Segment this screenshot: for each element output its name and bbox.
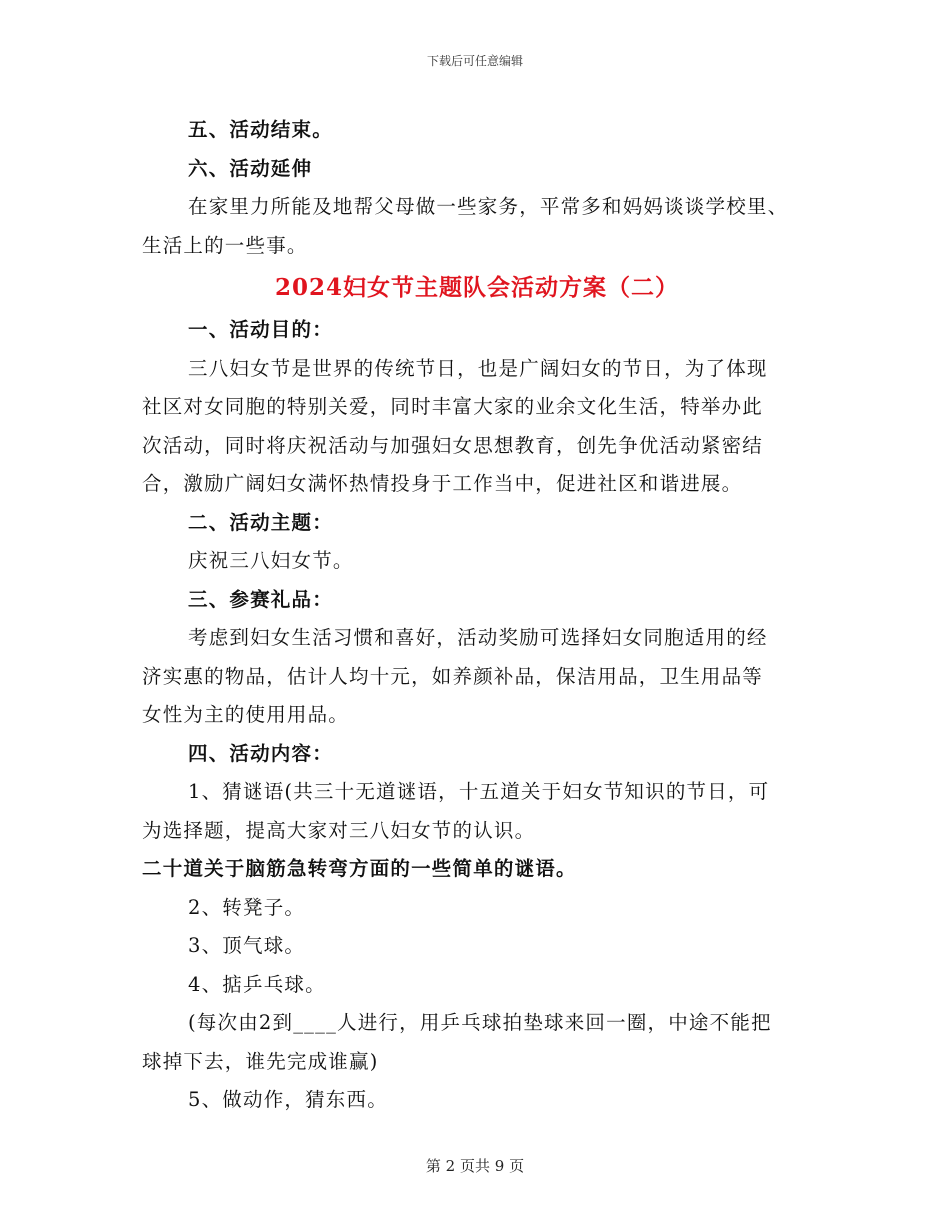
list-item: 5、做动作，猜东西。 (188, 1088, 388, 1111)
paragraph-line: 庆祝三八妇女节。 (188, 549, 354, 572)
section-heading: 四、活动内容： (188, 741, 333, 765)
page-header: 下载后可任意编辑 (426, 54, 523, 68)
page-footer: 第 2 页共 9 页 (425, 1157, 525, 1175)
paragraph-line: 生活上的一些事。 (142, 233, 308, 257)
list-item: 4、掂乒乓球。 (188, 972, 326, 996)
list-item: 1、猜谜语(共三十无道谜语，十五道关于妇女节知识的节日，可 (188, 780, 770, 803)
paragraph-line: 合，激励广阔妇女满怀热情投身于工作当中，促进社区和谐进展。 (142, 472, 743, 495)
paragraph-line: 球掉下去，谁先完成谁赢) (142, 1049, 379, 1073)
paragraph-line: (每次由2到____人进行，用乒乓球拍垫球来回一圈，中途不能把 (188, 1011, 772, 1034)
document-body (142, 111, 812, 1120)
paragraph-line: 次活动，同时将庆祝活动与加强妇女思想教育，创先争优活动紧密结 (142, 433, 764, 457)
paragraph-line: 社区对女同胞的特别关爱，同时丰富大家的业余文化生活，特举办此 (142, 395, 764, 418)
paragraph-line: 为选择题，提高大家对三八妇女节的认识。 (142, 818, 536, 842)
section-heading: 一、活动目的： (188, 318, 333, 341)
document-title: 2024妇女节主题队会活动方案（二） (274, 274, 679, 301)
paragraph-line: 三八妇女节是世界的传统节日，也是广阔妇女的节日，为了体现 (188, 356, 768, 380)
paragraph-line: 二十道关于脑筋急转弯方面的一些简单的谜语。 (142, 857, 577, 880)
section-heading: 六、活动延伸 (188, 156, 313, 180)
list-item: 3、顶气球。 (188, 934, 306, 957)
list-item: 2、转凳子。 (188, 895, 306, 919)
section-heading: 三、参赛礼品： (188, 587, 333, 611)
section-heading: 五、活动结束。 (188, 118, 333, 141)
paragraph-line: 考虑到妇女生活习惯和喜好，活动奖励可选择妇女同胞适用的经 (188, 626, 768, 649)
paragraph-line: 济实惠的物品，估计人均十元，如养颜补品，保洁用品，卫生用品等 (142, 664, 764, 688)
paragraph-line: 女性为主的使用用品。 (142, 703, 350, 726)
paragraph-line: 在家里力所能及地帮父母做一些家务，平常多和妈妈谈谈学校里、 (188, 195, 789, 218)
section-heading: 二、活动主题： (188, 510, 333, 534)
